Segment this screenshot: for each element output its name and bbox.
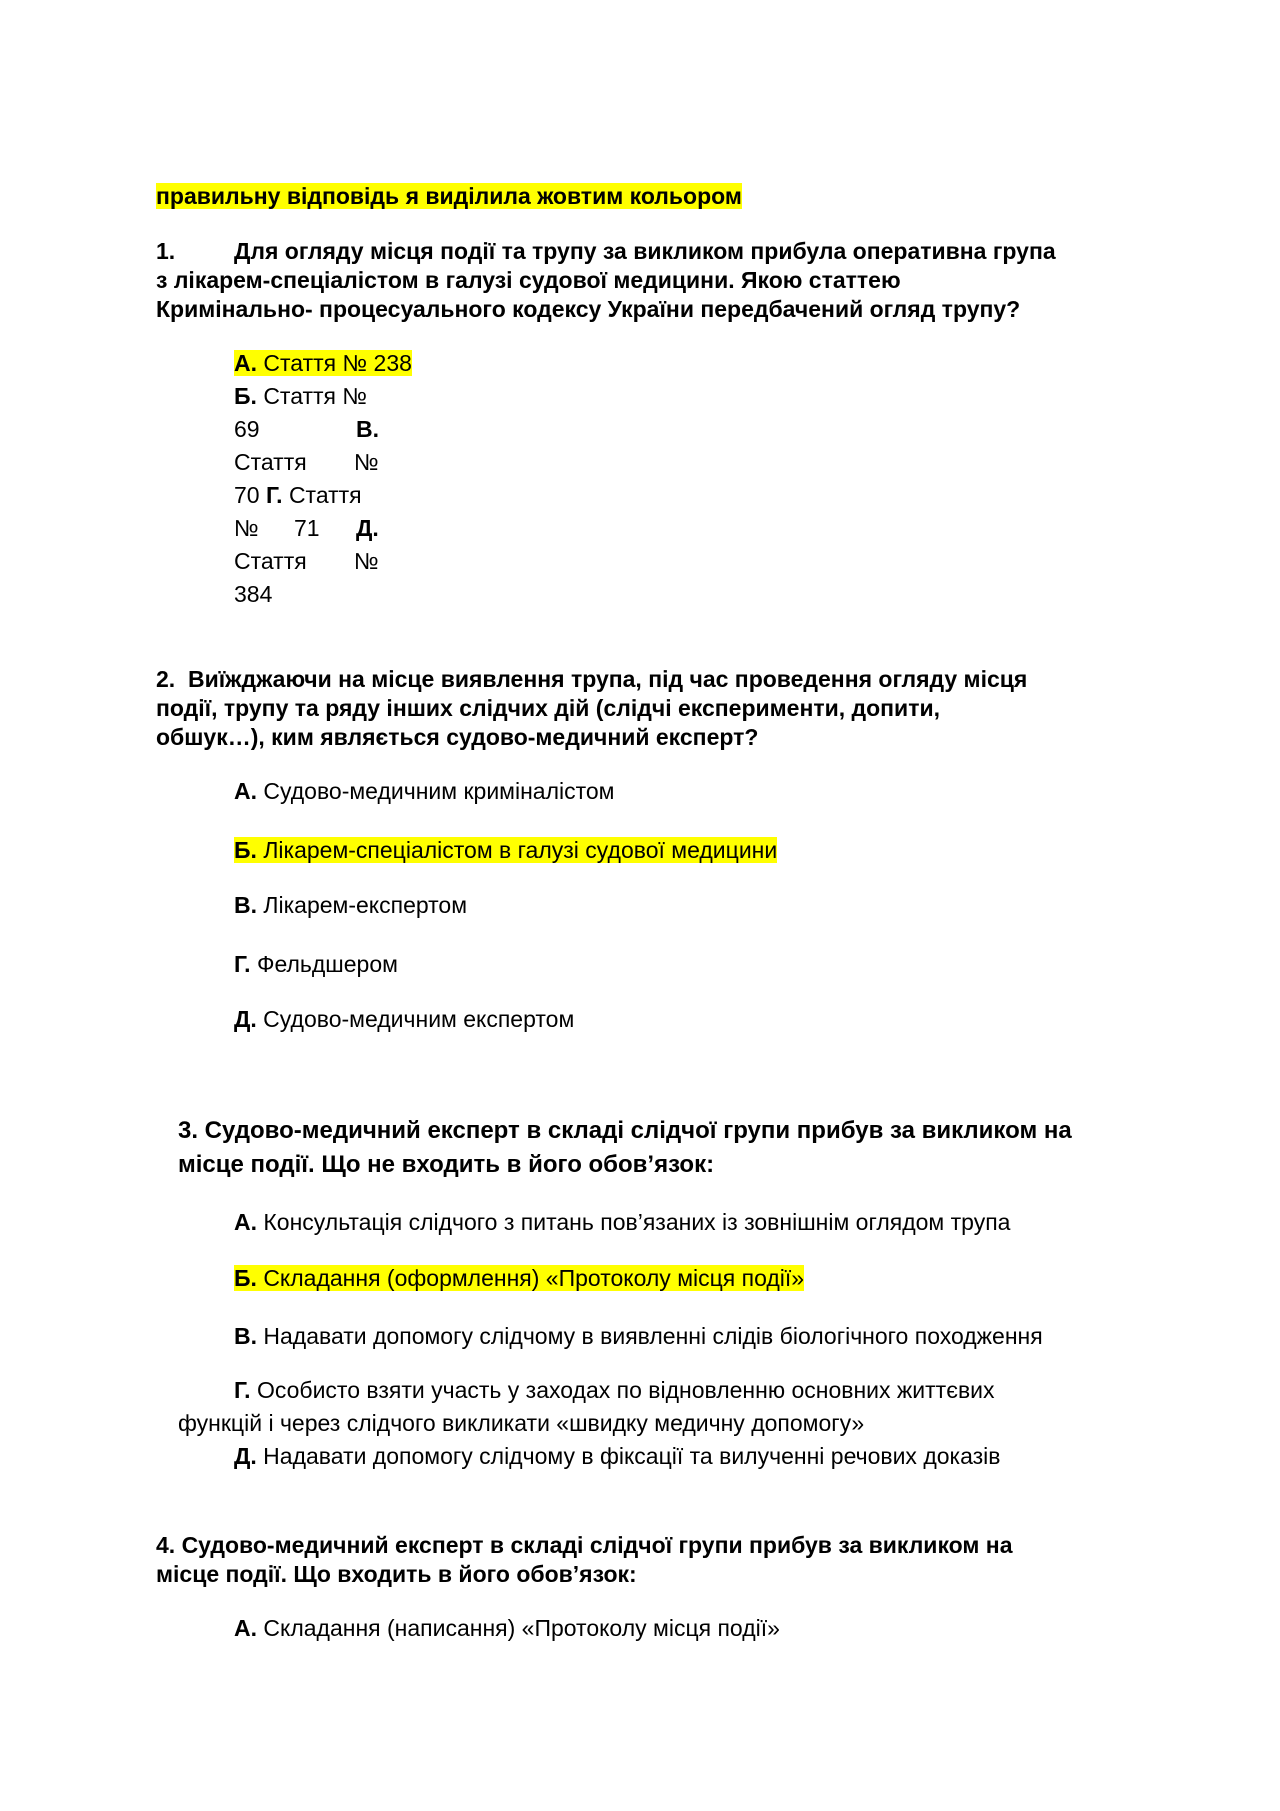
highlight-note: [156, 182, 742, 211]
question-1: [156, 237, 175, 266]
q3-option-b: Б. Складання (оформлення) «Протоколу місця події»: [234, 1265, 805, 1291]
highlight-note-text: правильну відповідь я виділила жовтим кольором: [156, 183, 742, 209]
q3-option-v: В. Надавати допомогу слідчому в виявленні слідів біологічного походження: [234, 1323, 1043, 1349]
q3-option-a: А. Консультація слідчого з питань пов’язаних із зовнішнім оглядом трупа: [234, 1209, 1011, 1235]
q2-option-a: А. Судово-медичним криміналістом: [234, 778, 615, 804]
question-4-line-2: місце події. Що входить в його обов’язок:: [156, 1561, 637, 1587]
question-1-number: 1.: [156, 238, 176, 264]
q3-option-d: Д. Надавати допомогу слідчому в фіксації та вилученні речових доказів: [234, 1443, 1001, 1469]
q1-option-d-line1b: №: [354, 548, 379, 574]
q1-option-v-letter: В.: [356, 416, 379, 442]
q1-option-d-letter: Д.: [356, 515, 379, 541]
q1-option-v-line1a: Стаття: [234, 449, 307, 475]
q2-option-b: Б. Лікарем-спеціалістом в галузі судової медицини: [234, 837, 778, 863]
q1-option-g-line2a: №: [234, 515, 259, 541]
q4-option-a: А. Складання (написання) «Протоколу місця події»: [234, 1615, 780, 1641]
q3-option-g: Г. Особисто взяти участь у заходах по відновленню основних життєвих: [234, 1377, 995, 1403]
question-4-line-1: 4. Судово-медичний експерт в складі слідчої групи прибув за викликом на: [156, 1532, 1013, 1558]
question-3-line-1: 3. Судово-медичний експерт в складі слідчої групи прибув за викликом на: [178, 1117, 1072, 1144]
q1-option-d-line1a: Стаття: [234, 548, 307, 574]
question-2-line-3: обшук…), ким являється судово-медичний експерт?: [156, 724, 759, 750]
question-2-line-2: події, трупу та ряду інших слідчих дій (слідчі експерименти, допити,: [156, 695, 940, 721]
q1-option-a: А. Стаття № 238: [234, 350, 412, 376]
question-2-number: 2.: [156, 666, 176, 692]
question-1-line-3: Кримінально- процесуального кодексу України передбачений огляд трупу?: [156, 296, 1021, 322]
question-2-line-1: 2. Виїжджаючи на місце виявлення трупа, під час проведення огляду місця: [156, 666, 1028, 692]
q1-option-d-line2: 384: [234, 581, 273, 607]
q1-option-v-line2: 70 Г. Стаття: [234, 482, 362, 508]
q1-option-v-line1b: №: [354, 449, 379, 475]
q3-option-g-line2: функцій і через слідчого викликати «швидку медичну допомогу»: [178, 1410, 865, 1436]
question-3-line-2: місце події. Що не входить в його обов’язок:: [178, 1151, 715, 1178]
q1-option-g-line2b: 71: [294, 515, 320, 541]
q1-option-b-line2: 69: [234, 416, 260, 442]
question-1-line-1: Для огляду місця події та трупу за викликом прибула оперативна група: [234, 238, 1056, 264]
question-1-line-2: з лікарем-спеціалістом в галузі судової медицини. Якою статтею: [156, 267, 901, 293]
q2-option-d: Д. Судово-медичним експертом: [234, 1006, 575, 1032]
q2-option-g: Г. Фельдшером: [234, 951, 398, 977]
q2-option-v: В. Лікарем-експертом: [234, 892, 468, 918]
q1-option-b-line1: Б. Стаття №: [234, 383, 368, 409]
